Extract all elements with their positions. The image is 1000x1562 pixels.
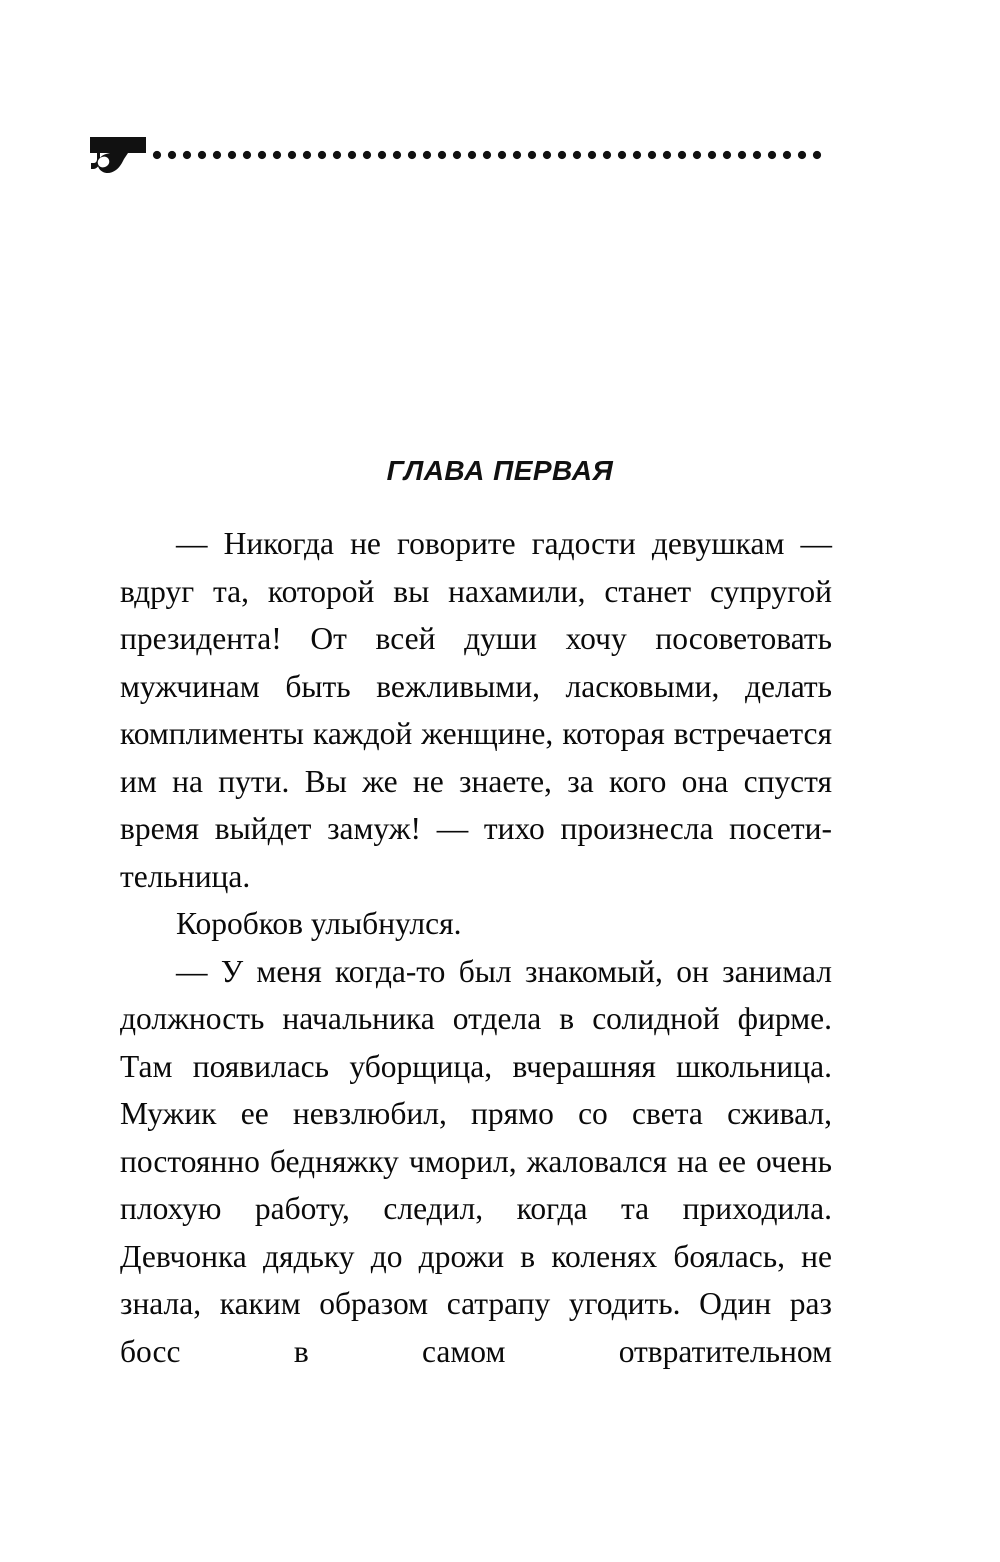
pistol-icon xyxy=(88,133,150,187)
paragraph: — Никогда не говорите гадости девушкам — вдруг та, которой вы нахамили, станет супругой президента! От всей души хочу посоветовать мужчинам быть вежливыми, ласковыми, делать комплименты каждой женщине, которая встречается им на пути. Вы же не знаете, за кого она спустя время выйдет замуж! — тихо произнесла посетительница. xyxy=(120,526,832,894)
body-text xyxy=(120,520,832,1423)
dotted-rule xyxy=(151,133,833,187)
paragraph: Коробков улыбнулся. xyxy=(176,906,462,941)
header-ornament xyxy=(88,132,833,188)
chapter-heading: ГЛАВА ПЕРВАЯ xyxy=(386,455,614,486)
paragraph: — У меня когда-то был знакомый, он занимал должность начальника отдела в солидной фирме. Там появилась уборщица, вчерашняя школьница. Мужик ее невзлюбил, прямо со света сживал, постоянно бедняжку чморил, жаловался на ее очень плохую работу, следил, когда та приходила. Девчонка дядьку до дрожи в коленях боялась, не знала, каким образом сатрапу угодить. Один раз босс в самом отвратительном xyxy=(120,953,832,1369)
